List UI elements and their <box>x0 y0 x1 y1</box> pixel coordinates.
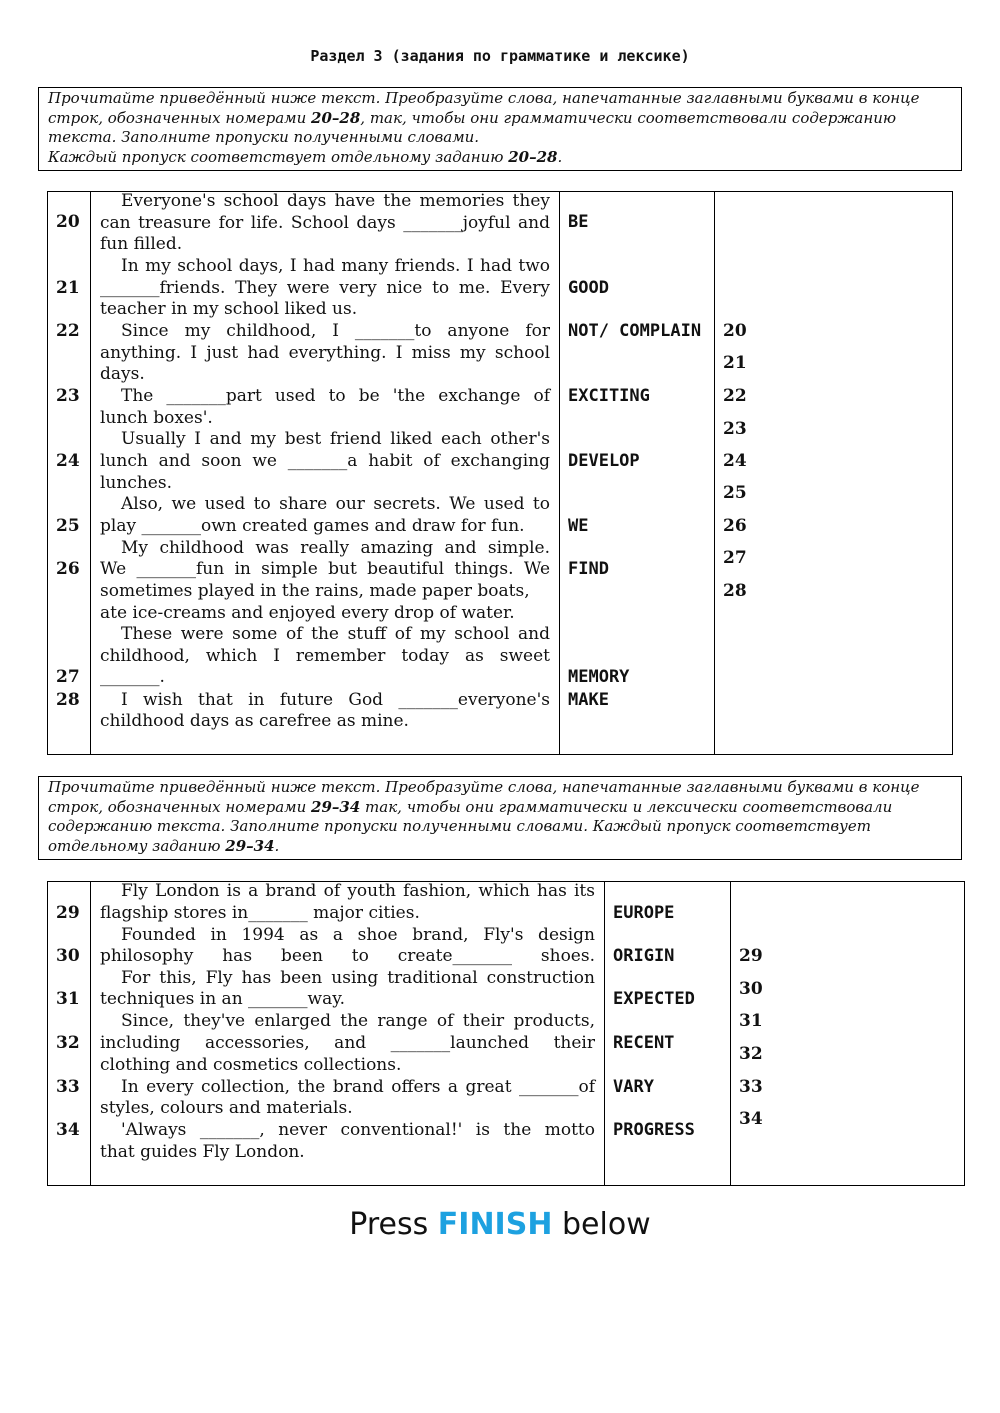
instruction-box-1 <box>38 87 962 171</box>
answer-field[interactable]: 26 <box>723 516 747 536</box>
text-line: including accessories, and _______launched their <box>100 1033 595 1053</box>
text-line: Since, they've enlarged the range of their products, <box>121 1011 595 1031</box>
instruction-line: Прочитайте приведённый ниже текст. Преобразуйте слова, напечатанные заглавными буквами в конце <box>48 89 920 107</box>
text-line: days. <box>100 364 145 384</box>
task-number: 31 <box>56 989 80 1009</box>
text-line: Founded in 1994 as a shoe brand, Fly's design <box>121 925 595 945</box>
text-line: styles, colours and materials. <box>100 1098 353 1118</box>
answer-field[interactable]: 30 <box>739 979 763 999</box>
keyword: GOOD <box>568 278 609 298</box>
text-line: 'Always _______, never conventional!' is the motto <box>121 1120 595 1140</box>
text-line: lunches. <box>100 473 172 493</box>
text-line: Also, we used to share our secrets. We used to <box>121 494 550 514</box>
text-line: lunch and soon we _______a habit of exchanging <box>100 451 550 471</box>
keyword: EXPECTED <box>613 989 695 1009</box>
task-number: 28 <box>56 690 80 710</box>
text-line: Everyone's school days have the memories they <box>121 191 550 211</box>
instruction-line: Каждый пропуск соответствует отдельному заданию 20–28. <box>48 147 563 166</box>
instruction-line: строк, обозначенных номерами 29–34 так, чтобы они грамматически и лексически соответствовали <box>48 797 893 816</box>
text-line: I wish that in future God _______everyone's <box>121 690 550 710</box>
task-number: 22 <box>56 321 80 341</box>
answer-field[interactable]: 28 <box>723 581 747 601</box>
keyword: ORIGIN <box>613 946 675 966</box>
text-line: teacher in my school liked us. <box>100 299 358 319</box>
keyword: DEVELOP <box>568 451 640 471</box>
text-line: can treasure for life. School days _______joyful and <box>100 213 550 233</box>
task-number: 24 <box>56 451 80 471</box>
task-number: 34 <box>56 1120 80 1140</box>
task-number: 30 <box>56 946 80 966</box>
text-line: lunch boxes'. <box>100 408 213 428</box>
text-line: techniques in an _______way. <box>100 989 345 1009</box>
answer-field[interactable]: 32 <box>739 1044 763 1064</box>
answer-field[interactable]: 22 <box>723 386 747 406</box>
text-line: anything. I just had everything. I miss my school <box>100 343 550 363</box>
text-line: In my school days, I had many friends. I had two <box>121 256 550 276</box>
text-line: philosophy has been to create_______ shoes. <box>100 946 595 966</box>
task-number: 33 <box>56 1077 80 1097</box>
text-line: For this, Fly has been using traditional construction <box>121 968 595 988</box>
text-line: _______friends. They were very nice to me. Every <box>100 278 550 298</box>
task-number: 25 <box>56 516 80 536</box>
answer-field[interactable]: 24 <box>723 451 747 471</box>
text-line: We _______fun in simple but beautiful things. We <box>100 559 550 579</box>
text-line: play _______own created games and draw for fun. <box>100 516 525 536</box>
text-line: Fly London is a brand of youth fashion, which has its <box>121 881 595 901</box>
finish-prompt: Press FINISH below <box>349 1207 651 1242</box>
text-line: _______. <box>100 667 165 687</box>
text-line: These were some of the stuff of my school and <box>121 624 550 644</box>
keyword: MEMORY <box>568 667 630 687</box>
text-line: In every collection, the brand offers a great _______of <box>121 1077 595 1097</box>
task-number: 26 <box>56 559 80 579</box>
task-number: 27 <box>56 667 80 687</box>
instruction-line: Прочитайте приведённый ниже текст. Преобразуйте слова, напечатанные заглавными буквами в конце <box>48 778 920 796</box>
answer-field[interactable]: 25 <box>723 483 747 503</box>
text-line: fun filled. <box>100 234 183 254</box>
text-line: childhood days as carefree as mine. <box>100 711 409 731</box>
answer-field[interactable]: 23 <box>723 419 747 439</box>
text-line: The _______part used to be 'the exchange of <box>121 386 550 406</box>
instruction-line: отдельному заданию 29–34. <box>48 836 280 855</box>
text-line: ate ice-creams and enjoyed every drop of water. <box>100 603 515 623</box>
instruction-box-2 <box>38 776 962 860</box>
task-number: 21 <box>56 278 80 298</box>
instruction-line: строк, обозначенных номерами 20–28, так, чтобы они грамматически соответствовали содержанию <box>48 108 897 127</box>
answer-field[interactable]: 20 <box>723 321 747 341</box>
keyword: PROGRESS <box>613 1120 695 1140</box>
answer-field[interactable]: 31 <box>739 1011 763 1031</box>
keyword: BE <box>568 212 589 232</box>
text-line: childhood, which I remember today as sweet <box>100 646 550 666</box>
instruction-line: текста. Заполните пропуски полученными словами. <box>48 128 480 146</box>
answer-field[interactable]: 21 <box>723 353 747 373</box>
task-number: 29 <box>56 903 80 923</box>
keyword: WE <box>568 516 589 536</box>
keyword: MAKE <box>568 690 609 710</box>
keyword: VARY <box>613 1077 654 1097</box>
text-line: My childhood was really amazing and simple. <box>121 538 550 558</box>
keyword: FIND <box>568 559 609 579</box>
keyword: NOT/ COMPLAIN <box>568 321 702 341</box>
keyword: RECENT <box>613 1033 675 1053</box>
task-number: 20 <box>56 212 80 232</box>
answer-field[interactable]: 27 <box>723 548 747 568</box>
keyword: EUROPE <box>613 903 675 923</box>
text-line: flagship stores in_______ major cities. <box>100 903 420 923</box>
task-number: 32 <box>56 1033 80 1053</box>
task-number: 23 <box>56 386 80 406</box>
keyword: EXCITING <box>568 386 650 406</box>
answer-field[interactable]: 33 <box>739 1077 763 1097</box>
section-title: Раздел 3 (задания по грамматике и лексике) <box>310 47 690 65</box>
instruction-line: содержанию текста. Заполните пропуски полученными словами. Каждый пропуск соответствует <box>48 817 871 835</box>
text-line: sometimes played in the rains, made paper boats, <box>100 581 530 601</box>
answer-field[interactable]: 34 <box>739 1109 763 1129</box>
finish-link[interactable]: FINISH <box>437 1207 553 1242</box>
answer-field[interactable]: 29 <box>739 946 763 966</box>
text-line: clothing and cosmetics collections. <box>100 1055 402 1075</box>
text-line: Usually I and my best friend liked each other's <box>121 429 550 449</box>
text-line: that guides Fly London. <box>100 1142 305 1162</box>
text-line: Since my childhood, I _______to anyone for <box>121 321 550 341</box>
